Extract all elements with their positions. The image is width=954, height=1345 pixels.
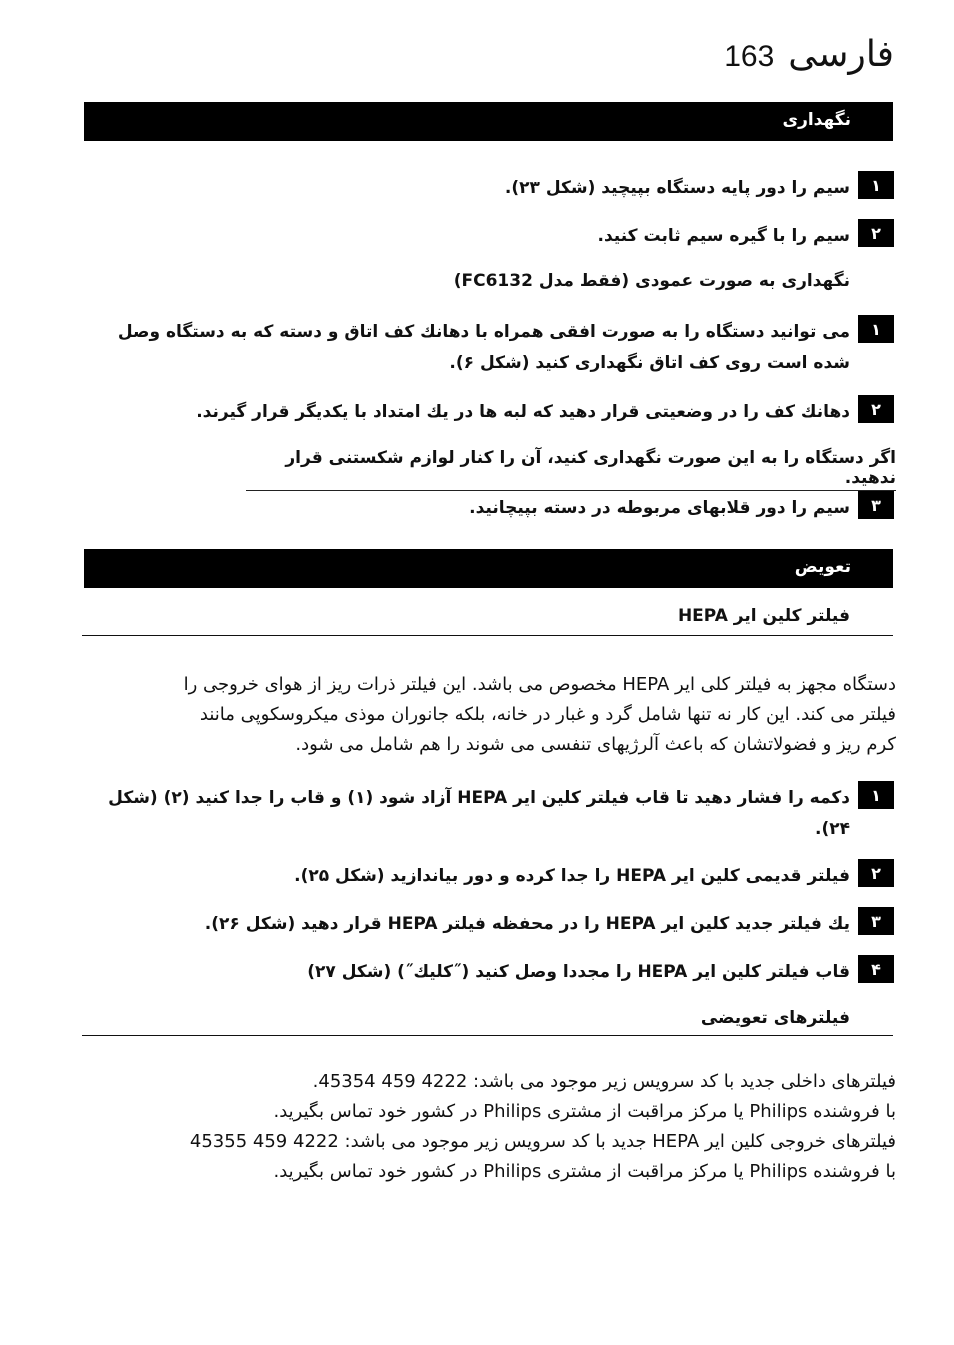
section-divider [82,635,893,636]
language-label: فارسی [788,34,894,75]
step-number: ۱ [858,171,894,199]
step-text: فیلتر قدیمی کلین ایر HEPA را جدا کرده و دور بیاندازید (شکل ۲۵). [294,866,850,886]
section-bar-replacement [84,549,893,588]
page-header [724,34,894,84]
step-number: ۲ [858,859,894,887]
step-number: ۱ [858,781,894,809]
step-text: سیم را با گیره سیم ثابت کنید. [597,226,850,246]
step-text: یك فیلتر جدید کلین ایر HEPA را در محفظه فیلتر HEPA قرار دهید (شکل ۲۶). [204,914,850,934]
paragraph-line: با فروشنده Philips یا مركز مراقبت از مشتری Philips در كشور خود تماس بگیرید. [273,1101,896,1122]
step-number: ۳ [858,491,894,519]
section-bar-maintenance [84,102,893,141]
hepa-filter-heading: فیلتر کلین ایر HEPA [677,606,850,626]
section-title-maintenance: نگهداری [782,110,851,130]
paragraph-line: كرم ریز و فضولاتشان كه باعث آلرژیهای تنفسی می شوند را هم شامل می شود. [295,734,896,755]
hepa-intro-paragraph [100,670,896,760]
storage-warning: اگر دستگاه را به این صورت نگهداری کنید، آن را کنار لوازم شکستنی قرار ندهید. [246,448,896,491]
paragraph-line: با فروشنده Philips یا مركز مراقبت از مشتری Philips در كشور خود تماس بگیرید. [273,1161,896,1182]
step-number: ۲ [858,395,894,423]
step-text: سیم را دور پایه دستگاه بپیچید (شکل ۲۳). [504,178,850,198]
step-number: ۱ [858,315,894,343]
vertical-storage-heading: نگهداری به صورت عمودی (فقط مدل FC6132) [453,271,850,291]
paragraph-line: فیلتر می كند. این كار نه تنها شامل گرد و غبار در خانه، بلكه جانوران موذی میكروسكوپی مانند [199,704,896,725]
page-number: 163 [724,40,775,73]
step-text: قاب فیلتر کلین ایر HEPA را مجددا وصل كنید (˝كلیك˝) (شکل ۲۷) [307,962,850,982]
paragraph-line: فیلترهای خروجی كلین ایر HEPA جدید با كد سرویس زیر موجود می باشد: 4222 459 45355 [189,1131,896,1152]
replacement-filters-paragraph [96,1067,896,1187]
paragraph-line: فیلترهای داخلی جدید با كد سرویس زیر موجود می باشد: 4222 459 45354. [312,1071,896,1092]
section-divider [82,1035,893,1036]
step-number: ۲ [858,219,894,247]
step-number: ۴ [858,955,894,983]
section-title-replacement: تعویض [794,557,851,577]
step-text: دهانك كف را در وضعیتی قرار دهید كه لبه ها در یك امتداد با یكدیگر قرار گیرند. [196,402,850,422]
step-text: سیم را دور قلابهای مربوطه در دسته بپیچانید. [469,498,850,518]
step-text: می توانید دستگاه را به صورت افقی همراه با دهانك كف اتاق و دسته كه به دستگاه وصل شده است روی كف اتاق نگهداری كنید (شکل ۶). [117,322,850,373]
step-text: دکمه را فشار دهید تا قاب فیلتر کلین ایر HEPA آزاد شود (۱) و قاب را جدا کنید (۲) (شکل ۲۴). [108,788,850,839]
step-number: ۳ [858,907,894,935]
replacement-filters-heading: فیلترهای تعویضی [700,1008,850,1028]
paragraph-line: دستگاه مجهز به فیلتر كلی ایر HEPA مخصوص می باشد. این فیلتر ذرات ریز از هوای خروجی را [183,674,896,695]
